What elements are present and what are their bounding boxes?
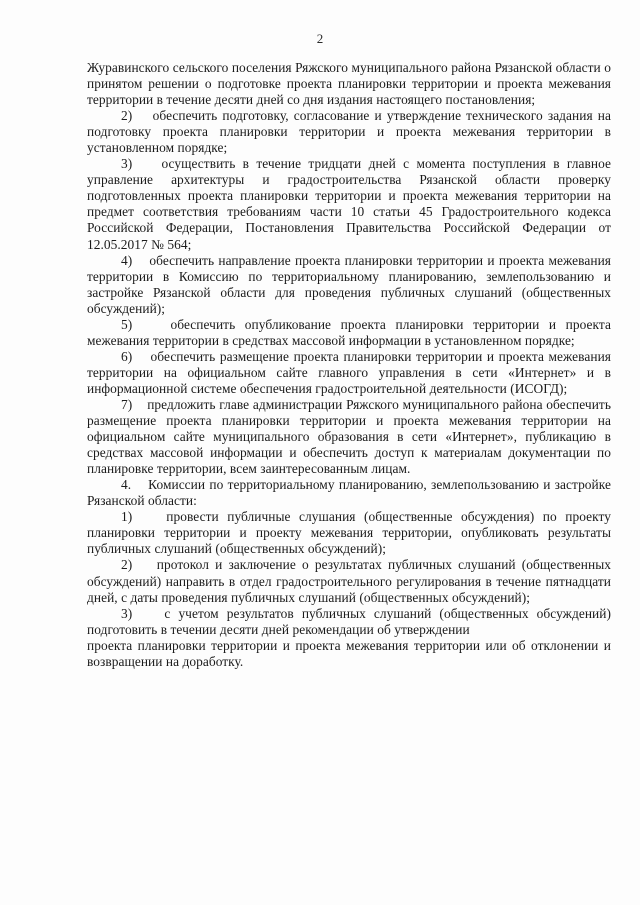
paragraph-item-5: 5) обеспечить опубликование проекта планировки территории и проекта межевания территории в средствах массовой информации в установленном порядке; bbox=[87, 316, 615, 348]
paragraph-item-4: 4) обеспечить направление проекта планировки территории и проекта межевания территории в Комиссию по территориальному планированию, землепользованию и застройке Рязанской области для проведения публичных слушаний (общественных обсуждений); bbox=[87, 252, 615, 316]
paragraph-subitem-2: 2) протокол и заключение о результатах публичных слушаний (общественных обсуждений) направить в отдел градостроительного регулирования в течение пятнадцати дней, с даты проведения публичных слушаний (общественных обсуждений); bbox=[87, 557, 615, 605]
paragraph-section-4: 4. Комиссии по территориальному планированию, землепользованию и застройке Рязанской области: bbox=[87, 477, 615, 509]
paragraph-item-6: 6) обеспечить размещение проекта планировки территории и проекта межевания территории на официальном сайте главного управления в сети «Интернет» и в информационной системе обеспечения градостроительной деятельности (ИСОГД); bbox=[87, 348, 615, 396]
paragraph-item-3: 3) осуществить в течение тридцати дней с момента поступления в главное управление архитектуры и градостроительства Рязанской области проверку подготовленных проекта планировки территории и проекта межевания территории на предмет соответствия требованиям части 10 статьи 45 Градостроительного кодекса Российской Федерации, Постановления Правительства Российской Федерации от 12.05.2017 № 564; bbox=[87, 156, 615, 252]
paragraph-item-7: 7) предложить главе администрации Ряжского муниципального района обеспечить размещение проекта планировки территории и проекта межевания территории на официальном сайте муниципального образования в сети «Интернет», публикацию в средствах массовой информации и обеспечить доступ к материалам документации по планировке территории, всем заинтересованным лицам. bbox=[87, 396, 615, 477]
paragraph-subitem-3: 3) с учетом результатов публичных слушаний (общественных обсуждений) подготовить в течении десяти дней рекомендации об утверждении bbox=[87, 605, 615, 637]
paragraph-item-2: 2) обеспечить подготовку, согласование и утверждение технического задания на подготовку проекта планировки территории и проекта межевания территории в установленном порядке; bbox=[87, 108, 615, 156]
paragraph-subitem-3-continuation: проекта планировки территории и проекта межевания территории или об отклонении и возвращении на доработку. bbox=[87, 637, 615, 669]
document-body bbox=[87, 60, 615, 670]
paragraph-subitem-1: 1) провести публичные слушания (общественные обсуждения) по проекту планировки территории и проекту межевания территории, опубликовать результаты публичных слушаний (общественных обсуждений); bbox=[87, 509, 615, 557]
paragraph-continuation: Журавинского сельского поселения Ряжского муниципального района Рязанской области о принятом решении о подготовке проекта планировки территории и проекта межевания территории в течение десяти дней со дня издания настоящего постановления; bbox=[87, 60, 615, 108]
page-number: 2 bbox=[316, 31, 324, 46]
